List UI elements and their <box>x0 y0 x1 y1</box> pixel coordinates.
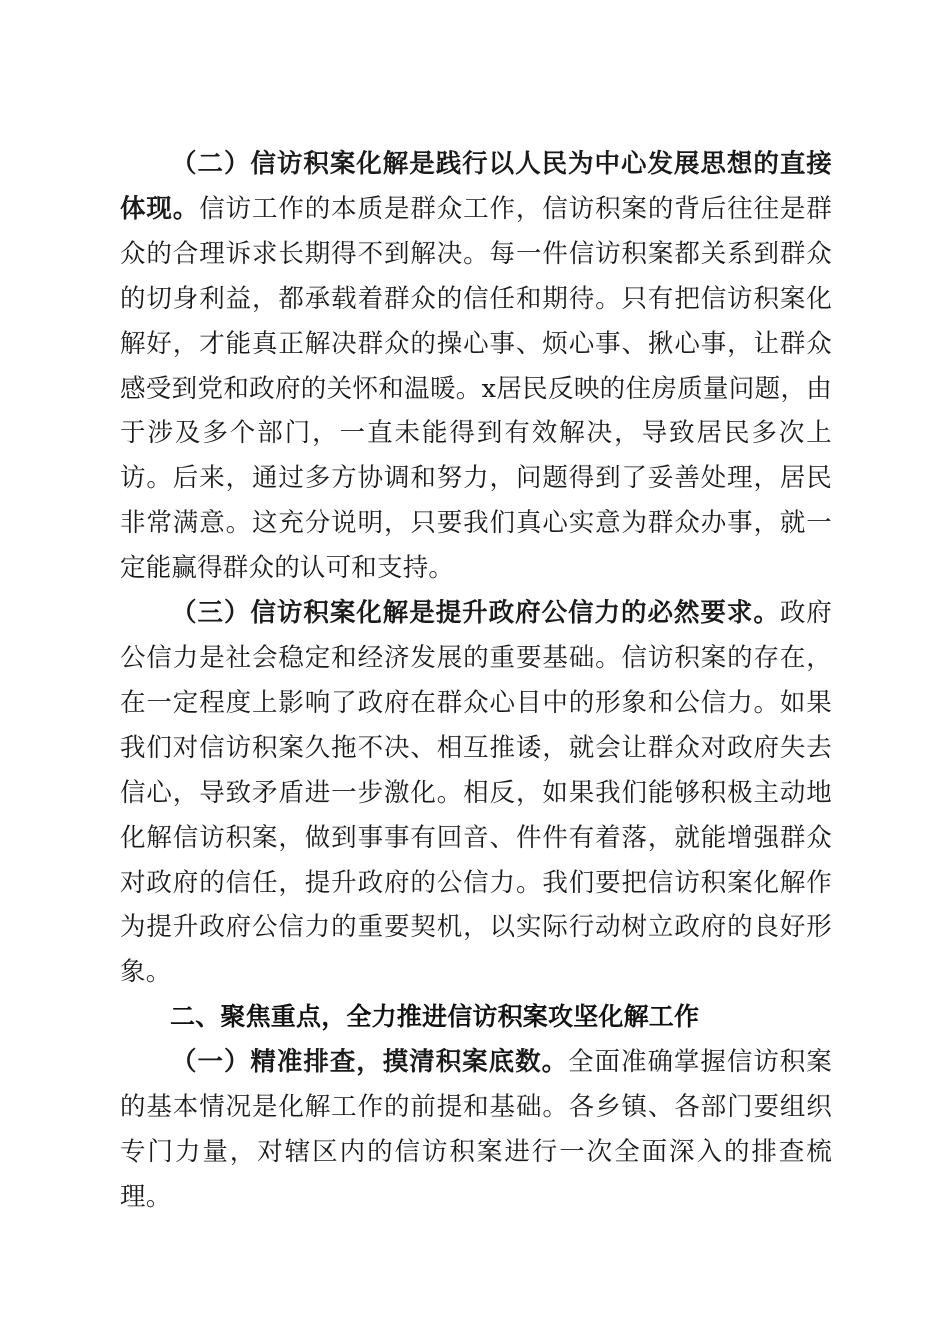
paragraph-body: 信访工作的本质是群众工作，信访积案的背后往往是群众的合理诉求长期得不到解决。每一件信访积案都关系到群众的切身利益，都承载着群众的信任和期待。只有把信访积案化解好，才能真正解决群众的操心事、烦心事、揪心事，让群众感受到党和政府的关怀和温暖。x居民反映的住房质量问题，由于涉及多个部门，一直未能得到有效解决，导致居民多次上访。后来，通过多方协调和努力，问题得到了妥善处理，居民非常满意。这充分说明，只要我们真心实意为群众办事，就一定能赢得群众的认可和支持。 <box>120 193 832 584</box>
paragraph-lead: （三）信访积案化解是提升政府公信力的必然要求。 <box>171 598 780 629</box>
paragraph-lead: （二）信访积案化解是践行以人民为中心发展思想的直接体现。 <box>120 149 832 224</box>
paragraph-body: 全面准确掌握信访积案的基本情况是化解工作的前提和基础。各乡镇、各部门要组织专门力量，对辖区内的信访积案进行一次全面深入的排查梳理。 <box>120 1047 832 1212</box>
paragraph-body: 政府公信力是社会稳定和经济发展的重要基础。信访积案的存在，在一定程度上影响了政府在群众心目中的形象和公信力。如果我们对信访积案久拖不决、相互推诿，就会让群众对政府失去信心，导致矛盾进一步激化。相反，如果我们能够积极主动地化解信访积案，做到事事有回音、件件有着落，就能增强群众对政府的信任，提升政府的公信力。我们要把信访积案化解作为提升政府公信力的重要契机，以实际行动树立政府的良好形象。 <box>120 598 832 988</box>
paragraph-section-2-1 <box>120 1040 832 1220</box>
paragraph-lead: （一）精准排查，摸清积案底数。 <box>171 1047 569 1078</box>
paragraph-3 <box>120 591 832 995</box>
section-heading: 二、聚焦重点，全力推进信访积案攻坚化解工作 <box>170 1002 700 1032</box>
paragraph-2 <box>120 142 832 591</box>
document-body <box>120 142 832 1220</box>
